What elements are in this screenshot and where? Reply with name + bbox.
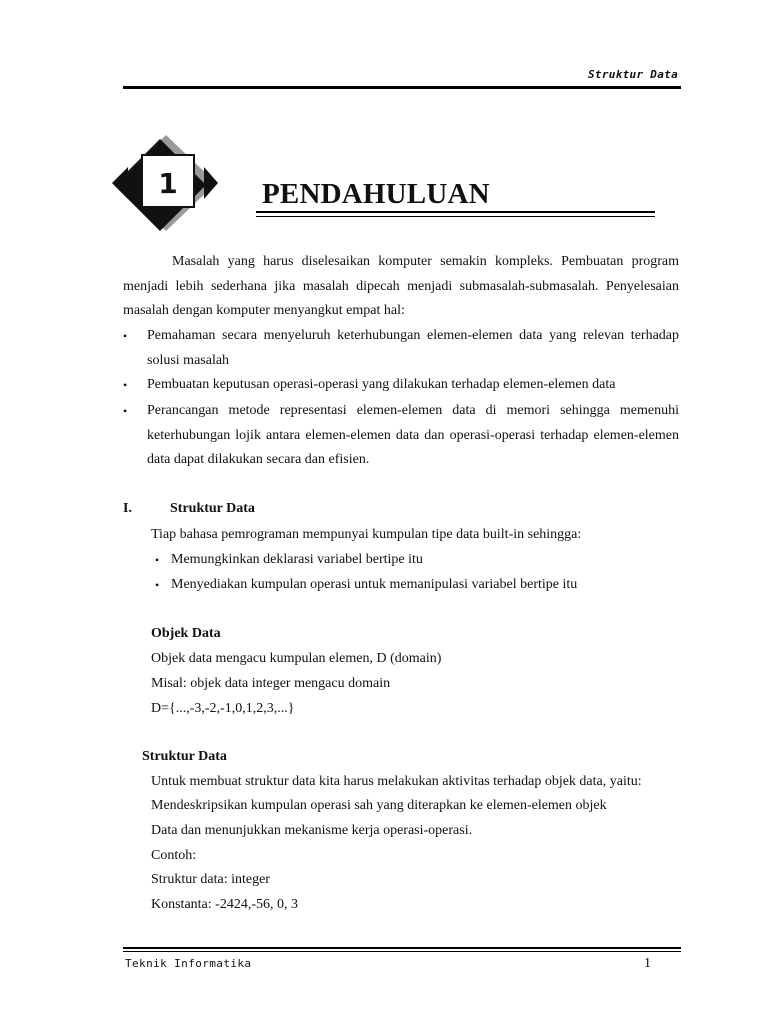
bullet-dot: • — [155, 553, 160, 567]
title-rule-thin — [256, 216, 655, 217]
objek-line-2: Misal: objek data integer mengacu domain — [151, 676, 391, 691]
bullet-dot: • — [123, 329, 128, 343]
section-number: I. — [123, 501, 132, 516]
struktur-line-3: Data dan menunjukkan mekanisme kerja operasi-operasi. — [151, 823, 473, 838]
intro-paragraph: Masalah yang harus diselesaikan komputer semakin kompleks. Pembuatan program menjadi lebih sederhana jika masalah dipecah menjadi submasalah-submasalah. Penyelesaian masalah dengan komputer menyangkut empat hal: — [123, 254, 679, 318]
badge-arrow-left — [112, 167, 128, 199]
intro-bullet-2: Pembuatan keputusan operasi-operasi yang dilakukan terhadap elemen-elemen data — [147, 377, 616, 392]
section-lead: Tiap bahasa pemrograman mempunyai kumpulan tipe data built-in sehingga: — [151, 527, 582, 542]
bullet-dot: • — [123, 404, 128, 418]
chapter-title: PENDAHULUAN — [262, 178, 490, 210]
chapter-number: 1 — [158, 167, 178, 200]
header-rule — [123, 86, 681, 89]
section-title: Struktur Data — [170, 501, 255, 516]
bullet-dot: • — [155, 578, 160, 592]
struktur-line-6: Konstanta: -2424,-56, 0, 3 — [151, 897, 298, 912]
section-bullet-2: Menyediakan kumpulan operasi untuk memanipulasi variabel bertipe itu — [171, 577, 578, 592]
section-bullet-1: Memungkinkan deklarasi variabel bertipe itu — [171, 552, 423, 567]
footer-rule-thin — [123, 951, 681, 952]
header-title: Struktur Data — [588, 68, 678, 81]
struktur-line-1: Untuk membuat struktur data kita harus melakukan aktivitas terhadap objek data, yaitu: — [151, 774, 642, 789]
struktur-line-5: Struktur data: integer — [151, 872, 270, 887]
badge-arrow-right — [204, 167, 218, 199]
intro-bullet-1: Pemahaman secara menyeluruh keterhubungan elemen-elemen data yang relevan terhadap solusi masalah — [147, 328, 679, 368]
chapter-badge — [112, 135, 218, 231]
objek-line-3: D={...,-3,-2,-1,0,1,2,3,...} — [151, 701, 295, 716]
footer-rule — [123, 947, 681, 949]
title-rule — [256, 211, 655, 213]
struktur-line-2: Mendeskripsikan kumpulan operasi sah yang diterapkan ke elemen-elemen objek — [151, 798, 607, 813]
bullet-dot: • — [123, 378, 128, 392]
objek-line-1: Objek data mengacu kumpulan elemen, D (domain) — [151, 651, 442, 666]
objek-heading: Objek Data — [151, 626, 221, 641]
struktur-line-4: Contoh: — [151, 848, 197, 863]
footer-label: Teknik Informatika — [125, 957, 252, 970]
intro-bullet-3: Perancangan metode representasi elemen-elemen data di memori sehingga memenuhi keterhubungan lojik antara elemen-elemen data dan operasi-operasi terhadap elemen-elemen data dapat dilakukan secara dan efisien. — [147, 403, 679, 467]
struktur-heading: Struktur Data — [142, 749, 227, 764]
page-number: 1 — [644, 956, 651, 971]
